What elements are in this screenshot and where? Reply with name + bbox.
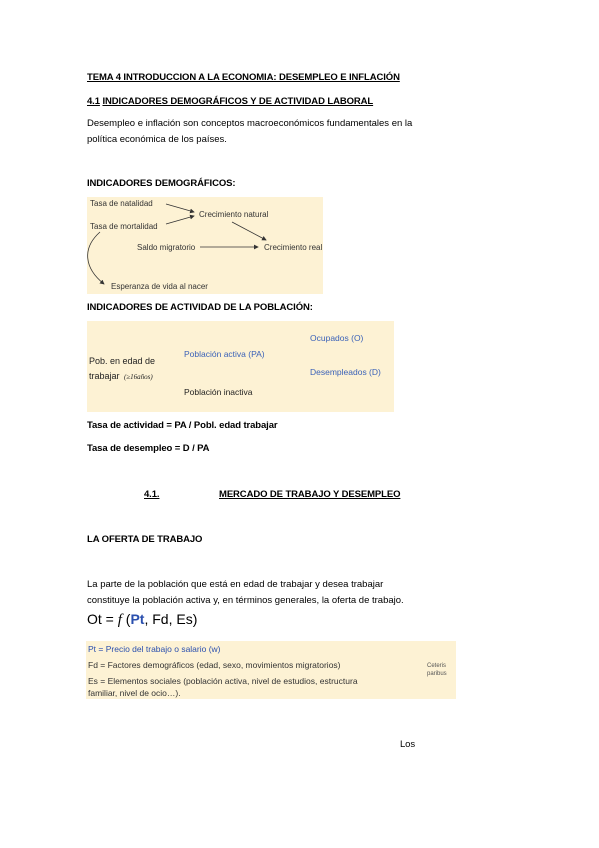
arrow-natural-to-real [232,222,266,240]
paribus-label: paribus [427,671,447,677]
ceteris-label: Ceteris [427,663,447,669]
formula-open: ( [121,611,131,627]
natural-growth-label: Crecimiento natural [199,210,269,219]
supply-line: constituye la población activa y, en términos generales, la oferta de trabajo. [87,595,404,606]
activity-rate: Tasa de actividad = PA / Pobl. edad trabajar [87,420,278,431]
arrow-mortality-to-life [88,232,104,284]
intro-line: Desempleo e inflación son conceptos macroeconómicos fundamentales en la [87,118,413,129]
intro-line: política económica de los países. [87,134,227,145]
working-age-label-line1: Pob. en edad de [89,356,156,366]
migration-label: Saldo migratorio [137,243,196,252]
life-expectancy-label: Esperanza de vida al nacer [111,282,208,291]
arrow-natality [166,204,194,212]
trailing-word: Los [400,739,416,750]
employed-label: Ocupados (O) [310,333,364,343]
es-definition-line1: Es = Elementos sociales (población activa, nivel de estudios, estructura [88,676,358,686]
es-definition-line2: familiar, nivel de ocio…). [88,688,181,698]
demographic-heading: INDICADORES DEMOGRÁFICOS: [87,178,236,189]
formula-left: Ot = [87,611,118,627]
age-note: (≥16años) [124,373,153,381]
formula-function: f [117,612,122,628]
pt-definition: Pt = Precio del trabajo o salario (w) [88,644,221,654]
labor-supply-formula [87,611,197,629]
activity-heading: INDICADORES DE ACTIVIDAD DE LA POBLACIÓN: [87,302,313,313]
section-number: 4.1 [87,96,100,107]
section2-title: MERCADO DE TRABAJO Y DESEMPLEO [219,489,401,500]
section-title: INDICADORES DEMOGRÁFICOS Y DE ACTIVIDAD LABORAL [102,96,374,107]
active-population-label: Población activa (PA) [184,349,265,359]
supply-paragraph [87,577,404,609]
fd-definition: Fd = Factores demográficos (edad, sexo, movimientos migratorios) [88,660,341,670]
unemployed-label: Desempleados (D) [310,367,381,377]
supply-line: La parte de la población que está en edad de trabajar y desea trabajar [87,579,384,590]
natality-label: Tasa de natalidad [90,199,153,208]
working-age-label-line2: trabajar [89,371,120,381]
section2-number: 4.1. [144,489,160,500]
arrow-mortality [166,216,194,224]
mortality-label: Tasa de mortalidad [90,222,158,231]
supply-heading: LA OFERTA DE TRABAJO [87,534,203,545]
formula-pt: Pt [130,611,145,627]
formula-rest: , Fd, Es) [144,611,198,627]
real-growth-label: Crecimiento real [264,243,323,252]
document-title: TEMA 4 INTRODUCCION A LA ECONOMIA: DESEMPLEO E INFLACIÓN [87,72,400,83]
inactive-population-label: Población inactiva [184,387,253,397]
unemployment-rate: Tasa de desempleo = D / PA [87,443,210,454]
